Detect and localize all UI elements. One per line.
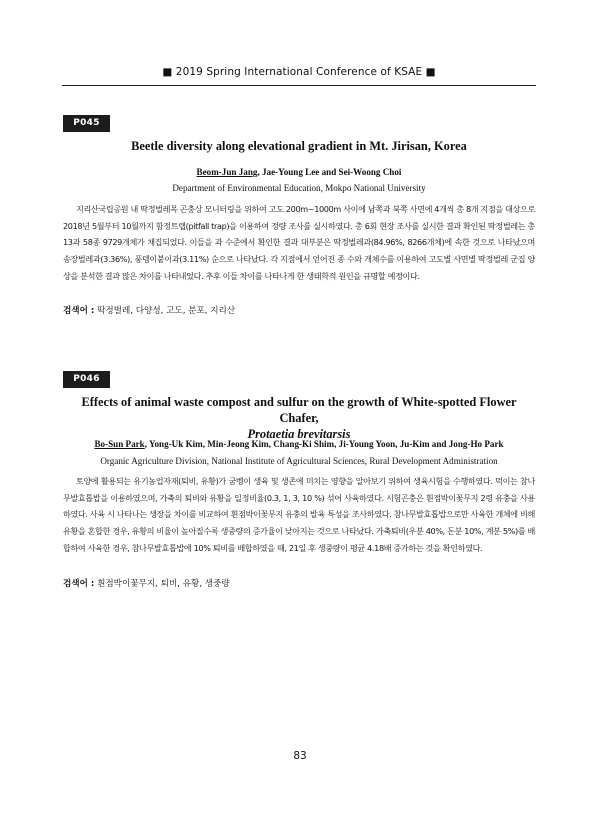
abstract-id-badge: P046 bbox=[63, 371, 110, 388]
keywords-list: 흰점박이꽃무지, 퇴비, 유황, 생중량 bbox=[94, 579, 230, 589]
keywords-label: 검색어 : bbox=[63, 306, 95, 316]
keywords bbox=[63, 577, 535, 589]
title-text: Effects of animal waste compost and sulfur on the growth of White-spotted Flower Chafer, bbox=[81, 395, 517, 425]
co-authors: , Yong-Uk Kim, Min-Jeong Kim, Chang-Ki Shim, Ji-Young Yoon, Ju-Kim and Jong-Ho Park bbox=[144, 439, 504, 449]
keywords-label: 검색어 : bbox=[63, 579, 95, 589]
page-number: 83 bbox=[293, 750, 307, 762]
co-authors: , Jae-Young Lee and Sei-Woong Choi bbox=[257, 167, 402, 177]
conference-header: ■ 2019 Spring International Conference of KSAE ■ bbox=[162, 66, 436, 78]
affiliation: Department of Environmental Education, Mokpo National University bbox=[172, 183, 426, 193]
author-list bbox=[62, 439, 536, 449]
abstract-body: 지리산국립공원 내 딱정벌레목 곤충상 모니터링을 위하여 고도 200m~1000m 사이에 남쪽과 북쪽 사면에 4개씩 총 8개 지점을 대상으로 2018년 5월부터 10월까지 함정트랩(pitfall trap)을 이용하여 정량 조사를 실시하였다. 총 6회 현장 조사를 실시한 결과 확인된 딱정벌레는 총 13과 58종 9729개체가 채집되었다. 이들을 과 수준에서 확인한 결과 대부분은 딱정벌레과(84.96%, 8266개체)에 속한 것으로 나타났으며 송장벌레과(3.36%), 풍뎅이붙이과(3.11%) 순으로 나타났다. 각 지점에서 얻어진 종 수와 개체수를 이용하여 고도별 사면별 딱정벌레 군집 양상을 분석한 결과 많은 차이를 나타내었다. 추후 이들 차이를 나타나게 한 생태학적 원인을 규명할 예정이다. bbox=[63, 204, 535, 281]
header-rule bbox=[62, 85, 536, 86]
title-species-name: Protaetia brevitarsis bbox=[247, 427, 351, 441]
abstract-body: 토양에 활용되는 유기농업자재(퇴비, 유황)가 굼벵이 생육 및 생존에 미치는 영향을 알아보기 위하여 생육시험을 수행하였다. 먹이는 참나무발효톱밥을 이용하였으며, 가축의 퇴비와 유황을 일정비율(0.3, 1, 3, 10 %) 섞어 사육하였다. 시험곤충은 흰점박이꽃무지 2령 유충을 사용하였다. 사육 시 나타나는 생장을 차이를 비교하여 흰점박이꽃무지 유충의 발육 특성을 조사하였다. 참나무발효톱밥으로만 사육한 개체에 비해 유황을 혼합한 경우, 유황의 비율이 높아질수록 생중량의 증가율이 낮아지는 것으로 나타났다. 가축퇴비(우분 40%, 돈분 10%, 계분 5%)를 배합하여 사육한 경우, 참나무발효톱밥에 10% 퇴비를 배합하였을 때, 21일 후 생중량이 평균 4.18배 증가하는 것을 확인하였다. bbox=[63, 476, 535, 553]
presenting-author: Bo-Sun Park bbox=[94, 439, 145, 449]
presenting-author: Beom-Jun Jang bbox=[196, 167, 258, 177]
author-list bbox=[62, 167, 536, 177]
keywords bbox=[63, 304, 535, 316]
affiliation: Organic Agriculture Division, National Institute of Agricultural Sciences, Rural Development Administration bbox=[100, 456, 498, 466]
keywords-list: 딱정벌레, 다양성, 고도, 분포, 지리산 bbox=[94, 306, 236, 316]
abstract-title bbox=[62, 138, 536, 154]
abstract-id-badge: P045 bbox=[63, 115, 110, 132]
title-text: Beetle diversity along elevational gradient in Mt. Jirisan, Korea bbox=[131, 139, 467, 153]
abstract-title bbox=[62, 394, 536, 442]
